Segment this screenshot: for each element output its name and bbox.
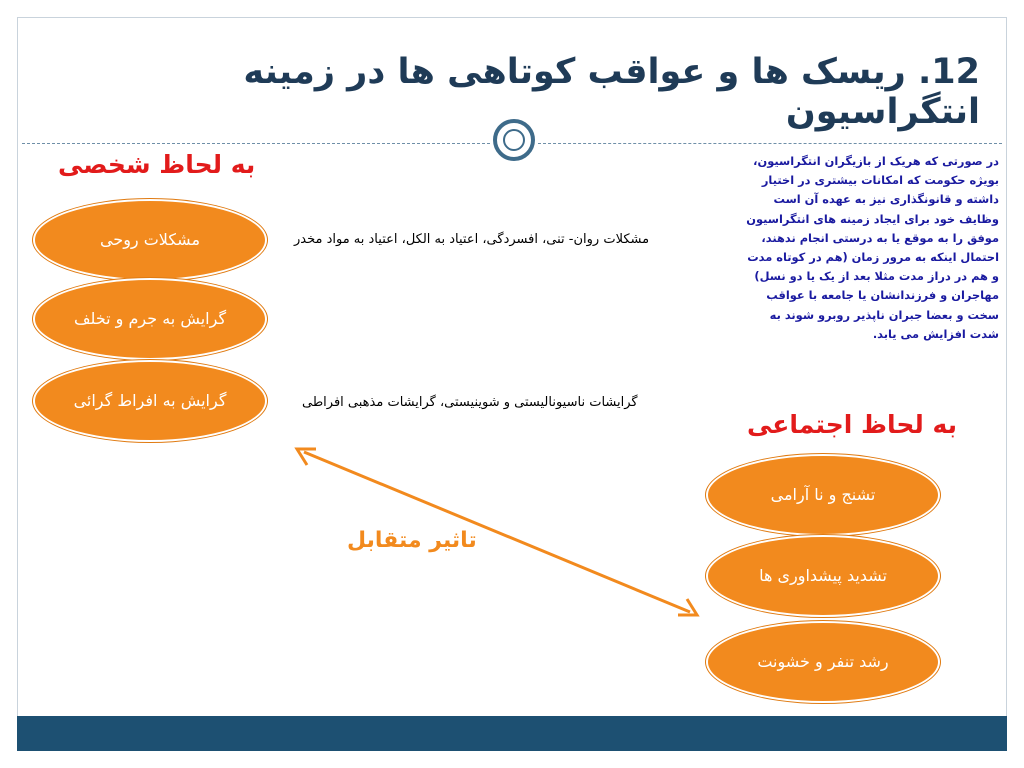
social-oval-prejudice: تشدید پیشداوری ها	[706, 535, 940, 617]
social-heading: به لحاظ اجتماعی	[747, 410, 958, 439]
risk-note-paragraph: در صورتی که هریک از بازیگران انتگراسیون، بویژه حکومت که امکانات بیشتری در اختیار داشته و قانونگذاری نیز به عهده آن است وظایف خود برای ایجاد زمینه های انتگراسیون موفق را به موقع یا به درستی انجام ندهند، احتمال اینکه به مرور زمان (هم در کوتاه مدت و هم در دراز مدت مثلا بعد از یک یا دو نسل) مهاجران و فرزندانشان یا جامعه با عواقب سخت و بعضا جبران ناپذیر روبرو شوند به شدت افزایش می یابد.	[746, 154, 999, 341]
footer-bar	[17, 716, 1007, 751]
personal-oval-crime-tendency: گرایش به جرم و تخلف	[33, 278, 267, 360]
social-oval-hatred-violence: رشد تنفر و خشونت	[706, 621, 940, 703]
mutual-effect-label: تاثیر متقابل	[347, 528, 477, 553]
slide-title: 12. ریسک ها و عواقب کوتاهی ها در زمینه انتگراسیون	[243, 52, 980, 132]
personal-description-mental: مشکلات روان- تنی، افسردگی، اعتیاد به الکل، اعتیاد به مواد مخدر	[294, 232, 650, 247]
personal-oval-mental-problems: مشکلات روحی	[33, 199, 267, 281]
personal-heading: به لحاظ شخصی	[58, 150, 256, 179]
personal-description-extremism: گرایشات ناسیونالیستی و شوینیستی، گرایشات مذهبی افراطی	[302, 395, 638, 410]
social-oval-unrest: تشنج و نا آرامی	[706, 454, 940, 536]
personal-oval-extremism-tendency: گرایش به افراط گرائی	[33, 360, 267, 442]
